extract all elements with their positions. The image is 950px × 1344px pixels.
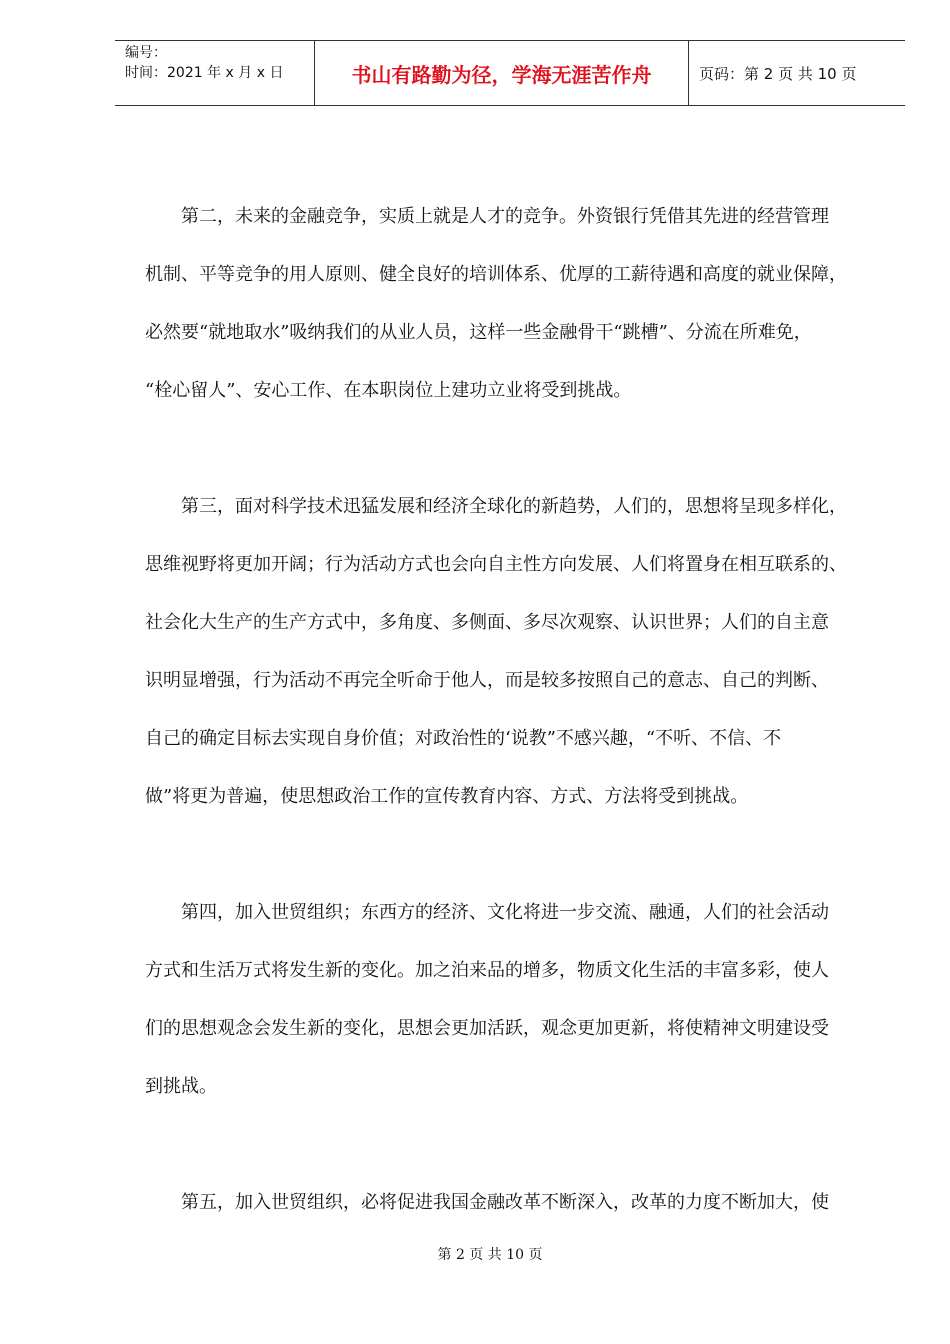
paragraph: [145, 188, 875, 420]
text-line: 第四，加入世贸组织；东西方的经济、文化将进一步交流、融通，人们的社会活动: [181, 902, 829, 923]
page-header: [115, 40, 905, 106]
text-line: 第五，加入世贸组织，必将促进我国金融改革不断深入，改革的力度不断加大，使: [181, 1192, 829, 1213]
header-meta: [115, 41, 315, 105]
header-motto: 书山有路勤为径，学海无涯苦作舟: [315, 41, 689, 105]
text-line: 自己的确定目标去实现自身价值；对政治性的‘说教”不感兴趣，“不听、不信、不: [145, 728, 782, 749]
paragraph: [145, 478, 875, 826]
text-line: 到挑战。: [145, 1076, 217, 1097]
text-line: 思维视野将更加开阔；行为活动方式也会向自主性方向发展、人们将置身在相互联系的、: [145, 554, 847, 575]
text-line: 社会化大生产的生产方式中，多角度、多侧面、多尽次观察、认识世界；人们的自主意: [145, 612, 829, 633]
text-line: “栓心留人”、安心工作、在本职岗位上建功立业将受到挑战。: [145, 380, 632, 401]
text-line: 们的思想观念会发生新的变化，思想会更加活跃，观念更加更新，将使精神文明建设受: [145, 1018, 829, 1039]
paragraph: [145, 1174, 875, 1232]
text-line: 机制、平等竞争的用人原则、健全良好的培训体系、优厚的工薪待遇和高度的就业保障，: [145, 264, 847, 285]
text-line: 做”将更为普遍，使思想政治工作的宣传教育内容、方式、方法将受到挑战。: [145, 786, 749, 807]
paragraph: [145, 884, 875, 1116]
text-line: 第二，未来的金融竞争，实质上就是人才的竞争。外资银行凭借其先进的经营管理: [181, 206, 829, 227]
number-label: 编号：: [125, 45, 167, 61]
text-line: 识明显增强，行为活动不再完全听命于他人，而是较多按照自己的意志、自己的判断、: [145, 670, 829, 691]
time-label: 时间：2021 年 x 月 x 日: [125, 65, 284, 81]
document-body: [145, 188, 875, 1290]
text-line: 方式和生活万式将发生新的变化。加之泊来品的增多，物质文化生活的丰富多彩，使人: [145, 960, 829, 981]
text-line: 第三，面对科学技术迅猛发展和经济全球化的新趋势，人们的，思想将呈现多样化，: [181, 496, 847, 517]
page-footer: 第 2 页 共 10 页: [437, 1247, 543, 1263]
header-page-info: 页码：第 2 页 共 10 页: [699, 64, 857, 83]
text-line: 必然要“就地取水”吸纳我们的从业人员，这样一些金融骨干“跳槽”、分流在所难免，: [145, 322, 812, 343]
